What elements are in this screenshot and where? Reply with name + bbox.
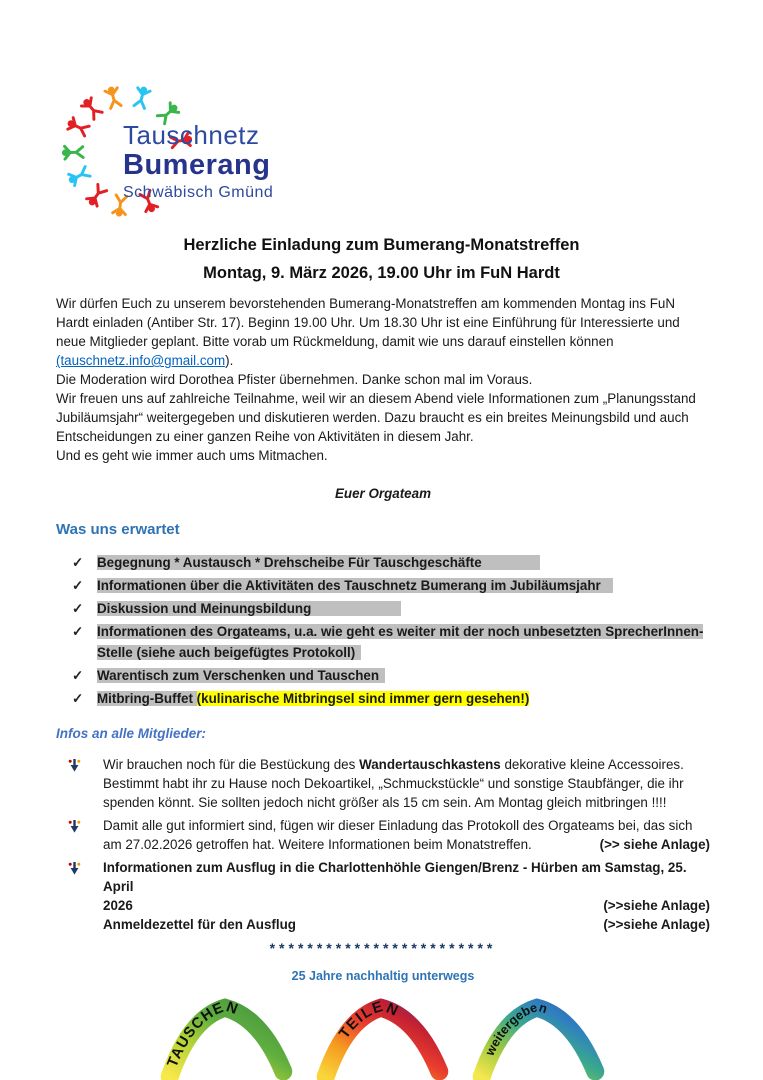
asterisk-separator: ************************	[269, 940, 497, 956]
list-item-text: Warentisch zum Verschenken und Tauschen	[97, 668, 385, 683]
email-suffix: ).	[225, 353, 234, 368]
list-item	[56, 621, 710, 663]
bullet-text: Wir brauchen noch für die Bestückung des	[103, 757, 360, 772]
anniversary-tagline: 25 Jahre nachhaltig unterwegs	[291, 969, 475, 983]
intro-text: Wir dürfen Euch zu unserem bevorstehenden Bumerang-Monatstreffen am kommenden Montag ins FuN Hardt einladen (Antiber Str. 17). Beginn 19.00 Uhr. Um 18.30 Uhr ist eine Einführung für Interessierte und neue Mitglieder geplant. Bitte vorab um Rückmeldung, damit wie uns darauf einstellen können	[56, 296, 680, 349]
list-item-text: Diskussion und Meinungsbildung	[97, 601, 401, 616]
down-arrow-bullet-icon	[68, 758, 81, 773]
expectations-list	[56, 552, 710, 709]
list-item-text: Informationen des Orgateams, u.a. wie geht es weiter mit der noch unbesetzten SprecherInnen-Stelle (siehe auch beigefügtes Protokoll)	[97, 624, 704, 660]
list-item	[56, 552, 710, 573]
svg-text:TAUSCHEN	[165, 999, 241, 1069]
boomerang-images	[56, 992, 710, 1080]
boomerang-label: weitergeben	[481, 999, 550, 1058]
anlage-note: (>>siehe Anlage)	[603, 898, 710, 913]
boomerang-teilen-image	[314, 992, 452, 1080]
moderation-paragraph: Die Moderation wird Dorothea Pfister übernehmen. Danke schon mal im Voraus.	[56, 372, 533, 387]
list-item-text: Begegnung * Austausch * Drehscheibe Für Tauschgeschäfte	[97, 555, 540, 570]
logo-line-tauschnetz: Tauschnetz	[123, 120, 260, 150]
intro-paragraph	[56, 294, 710, 370]
bullet-text: dekorative kleine Accessoires. Bestimmt habt ihr zu Hause noch Dekoartikel, „Schmuckstückle“ und sonstige Staubfänger, die ihr spenden könnt. Sie sollten jedoch nicht größer als 15 cm sein. Am Montag gleich mitbringen !!!!	[103, 757, 684, 810]
down-arrow-bullet-icon	[68, 861, 81, 876]
mitmachen-paragraph: Und es geht wie immer auch ums Mitmachen.	[56, 448, 328, 463]
logo-line-bumerang: Bumerang	[123, 149, 271, 181]
document-title	[0, 231, 763, 287]
participation-paragraph: Wir freuen uns auf zahlreiche Teilnahme, weil wir an diesem Abend viele Informationen zum „Planungsstand Jubiläumsjahr“ weitergegeben und diskutieren werden. Dazu braucht es ein breites Meinungsbild und auch Entscheidungen zu einer ganzen Reihe von Aktivitäten in diesem Jahr.	[56, 391, 696, 444]
checkmark-icon: ✓	[72, 578, 84, 593]
anlage-note: (>> siehe Anlage)	[599, 837, 710, 852]
logo-line-city: Schwäbisch Gmünd	[123, 184, 274, 201]
checkmark-icon: ✓	[72, 668, 84, 683]
document-body	[56, 294, 710, 1080]
title-line2: Montag, 9. März 2026, 19.00 Uhr im FuN Hardt	[203, 264, 560, 282]
bullet-text-line1: Informationen zum Ausflug in die Charlottenhöhle Giengen/Brenz - Hürben am Samstag, 25. April	[103, 860, 687, 894]
bullet-text-bold: Wandertauschkastens	[359, 757, 501, 772]
boomerang-weitergeben-image	[470, 992, 608, 1080]
checkmark-icon: ✓	[72, 555, 84, 570]
list-item-text-gray: Mitbring-Buffet	[97, 691, 197, 706]
bullet-year: 2026	[103, 898, 133, 913]
down-arrow-bullet-icon	[68, 819, 81, 834]
info-bullet	[56, 816, 710, 854]
list-item	[56, 598, 710, 619]
signature: Euer Orgateam	[334, 486, 431, 501]
info-bullet	[56, 858, 710, 934]
checkmark-icon: ✓	[72, 691, 84, 706]
bullet-text: Damit alle gut informiert sind, fügen wir dieser Einladung das Protokoll des Orgateams bei, das sich am 27.02.2026 getroffen hat. Weitere Informationen beim Monatstreffen.	[103, 818, 693, 852]
title-line1: Herzliche Einladung zum Bumerang-Monatstreffen	[183, 236, 580, 254]
logo-text	[123, 122, 273, 201]
tauschnetz-logo	[55, 72, 315, 222]
boomerang-label: TEILEN	[336, 998, 402, 1042]
email-link[interactable]: (tauschnetz.info@gmail.com	[56, 353, 226, 368]
bullet-anmeldezettel: Anmeldezettel für den Ausflug	[103, 917, 296, 932]
infos-list	[56, 755, 710, 934]
checkmark-icon: ✓	[72, 601, 84, 616]
info-bullet	[56, 755, 710, 812]
bullet-text-line3	[103, 915, 710, 934]
list-item	[56, 575, 710, 596]
boomerang-label: TAUSCHEN	[164, 999, 241, 1070]
checkmark-icon: ✓	[72, 624, 84, 639]
boomerang-tauschen-image	[158, 992, 296, 1080]
list-item-text: Informationen über die Aktivitäten des Tauschnetz Bumerang im Jubiläumsjahr	[97, 578, 613, 593]
anlage-note: (>>siehe Anlage)	[603, 917, 710, 932]
expectations-heading: Was uns erwartet	[56, 521, 180, 538]
infos-heading: Infos an alle Mitglieder:	[56, 726, 207, 741]
list-item-text-highlighted: (kulinarische Mitbringsel sind immer gern gesehen!)	[196, 691, 530, 706]
list-item	[56, 688, 710, 709]
list-item	[56, 665, 710, 686]
bullet-text-line2	[103, 896, 710, 915]
